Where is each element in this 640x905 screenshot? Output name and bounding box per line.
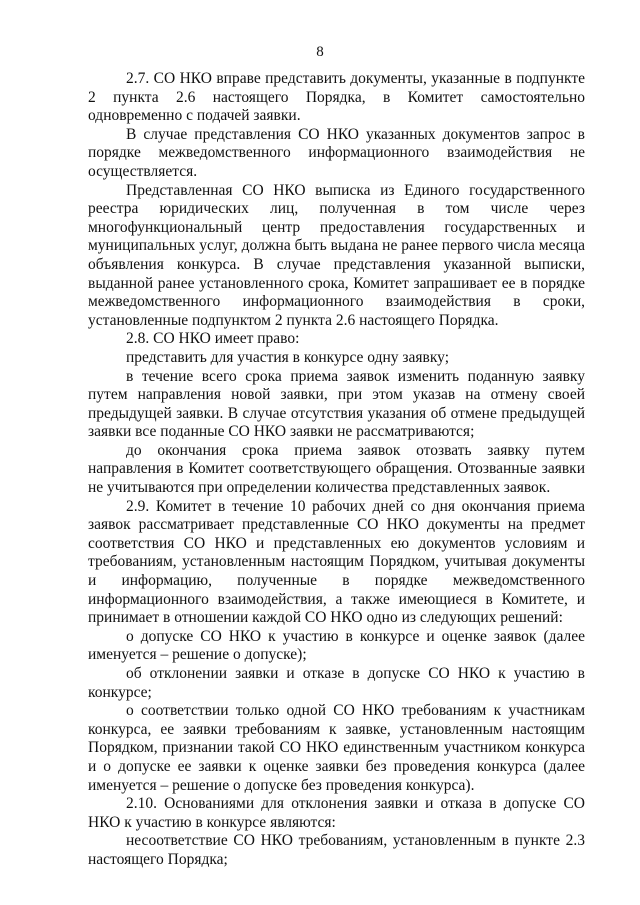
document-body bbox=[88, 70, 585, 870]
paragraph-2-10: 2.10. Основаниями для отклонения заявки и отказа в допуске СО НКО к участию в конкурсе являются: bbox=[88, 795, 585, 831]
paragraph-withdraw-application: до окончания срока приема заявок отозвать заявку путем направления в Комитет соответствующего обращения. Отозванные заявки не учитываются при определении количества представленных заявок. bbox=[88, 441, 585, 497]
paragraph-decision-admission: о допуске СО НКО к участию в конкурсе и оценке заявок (далее именуется – решение о допуске); bbox=[88, 627, 585, 664]
paragraph-decision-rejection: об отклонении заявки и отказе в допуске СО НКО к участию в конкурсе; bbox=[88, 665, 585, 701]
paragraph-change-application: в течение всего срока приема заявок изменить поданную заявку путем направления новой заявки, при этом указав на отмену своей предыдущей заявки. В случае отсутствия указания об отмене предыдущей заявки все поданные СО НКО заявки не рассматриваются; bbox=[88, 367, 585, 441]
page-number: 8 bbox=[316, 44, 324, 60]
paragraph-nonconformity: несоответствие СО НКО требованиям, установленным в пункте 2.3 настоящего Порядка; bbox=[88, 832, 585, 868]
paragraph-2-8: 2.8. СО НКО имеет право: bbox=[126, 330, 300, 348]
paragraph-2-9: 2.9. Комитет в течение 10 рабочих дней со дня окончания приема заявок рассматривает представленные СО НКО документы на предмет соответствия СО НКО и представленных ею документов условиям и требованиям, установленным настоящим Порядком, учитывая документы и информацию, полученные в порядке межведомственного информационного взаимодействия, а также имеющиеся в Комитете, и принимает в отношении каждой СО НКО одно из следующих решений: bbox=[88, 497, 585, 627]
paragraph-decision-single-participant: о соответствии только одной СО НКО требованиям к участникам конкурса, ее заявки требованиям к заявке, установленным настоящим Порядком, признании такой СО НКО единственным участником конкурса и о допуске ее заявки к оценке заявки без проведения конкурса (далее именуется – решение о допуске без проведения конкурса). bbox=[88, 702, 585, 794]
paragraph-2-7: 2.7. СО НКО вправе представить документы, указанные в подпункте 2 пункта 2.6 настоящего Порядка, в Комитет самостоятельно одновременно с подачей заявки. bbox=[88, 70, 585, 125]
paragraph-request-note: В случае представления СО НКО указанных документов запрос в порядке межведомственного информационного взаимодействия не осуществляется. bbox=[88, 125, 585, 180]
paragraph-one-application: представить для участия в конкурсе одну заявку; bbox=[126, 348, 450, 366]
paragraph-egrul-extract: Представленная СО НКО выписка из Единого государственного реестра юридических лиц, полученная в том числе через многофункциональный центр предоставления государственных и муниципальных услуг, должна быть выдана не ранее первого числа месяца объявления конкурса. В случае представления указанной выписки, выданной ранее установленного срока, Комитет запрашивает ее в порядке межведомственного информационного взаимодействия в сроки, установленные подпунктом 2 пункта 2.6 настоящего Порядка. bbox=[88, 181, 585, 329]
